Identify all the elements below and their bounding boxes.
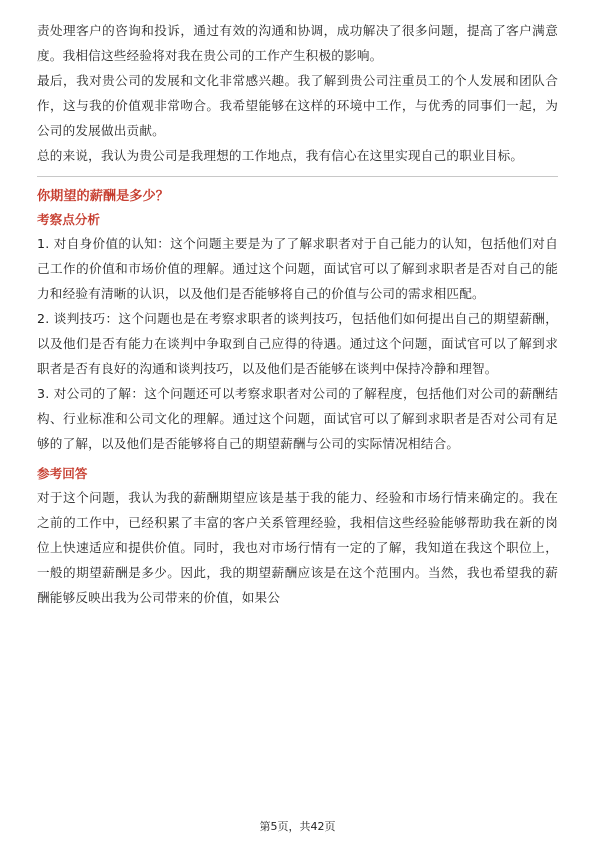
analysis-point: 1. 对自身价值的认知：这个问题主要是为了了解求职者对于自己能力的认知，包括他们对自己工作的价值和市场价值的理解。通过这个问题，面试官可以了解到求职者是否对自己的能力和经验有清晰的认识，以及他们是否能够将自己的价值与公司的需求相匹配。 (37, 236, 558, 301)
intro-paragraph: 总的来说，我认为贵公司是我理想的工作地点，我有信心在这里实现自己的职业目标。 (37, 148, 524, 163)
intro-paragraph: 最后，我对贵公司的发展和文化非常感兴趣。我了解到贵公司注重员工的个人发展和团队合作，这与我的价值观非常吻合。我希望能够在这样的环境中工作，与优秀的同事们一起，为公司的发展做出贡献。 (37, 73, 558, 138)
analysis-point: 2. 谈判技巧：这个问题也是在考察求职者的谈判技巧，包括他们如何提出自己的期望薪酬，以及他们是否有能力在谈判中争取到自己应得的待遇。通过这个问题，面试官可以了解到求职者是否有良好的沟通和谈判技巧，以及他们是否能够在谈判中保持冷静和理智。 (37, 311, 558, 376)
answer-paragraph: 对于这个问题，我认为我的薪酬期望应该是基于我的能力、经验和市场行情来确定的。我在之前的工作中，已经积累了丰富的客户关系管理经验，我相信这些经验能够帮助我在新的岗位上快速适应和提供价值。同时，我也对市场行情有一定的了解，我知道在我这个职位上，一般的期望薪酬是多少。因此，我的期望薪酬应该是在这个范围内。当然，我也希望我的薪酬能够反映出我为公司带来的价值，如果公 (37, 490, 558, 605)
section-divider (37, 176, 558, 177)
answer-heading: 参考回答 (37, 466, 88, 481)
question-title: 你期望的薪酬是多少？ (37, 189, 169, 204)
page-footer: 第5页，共42页 (259, 820, 336, 833)
document-page (37, 18, 558, 610)
analysis-point: 3. 对公司的了解：这个问题还可以考察求职者对公司的了解程度，包括他们对公司的薪酬结构、行业标准和公司文化的理解。通过这个问题，面试官可以了解到求职者是否对公司有足够的了解，以及他们是否能够将自己的期望薪酬与公司的实际情况相结合。 (37, 386, 558, 451)
intro-paragraph: 责处理客户的咨询和投诉，通过有效的沟通和协调，成功解决了很多问题，提高了客户满意度。我相信这些经验将对我在贵公司的工作产生积极的影响。 (37, 23, 558, 63)
analysis-heading: 考察点分析 (37, 212, 100, 227)
